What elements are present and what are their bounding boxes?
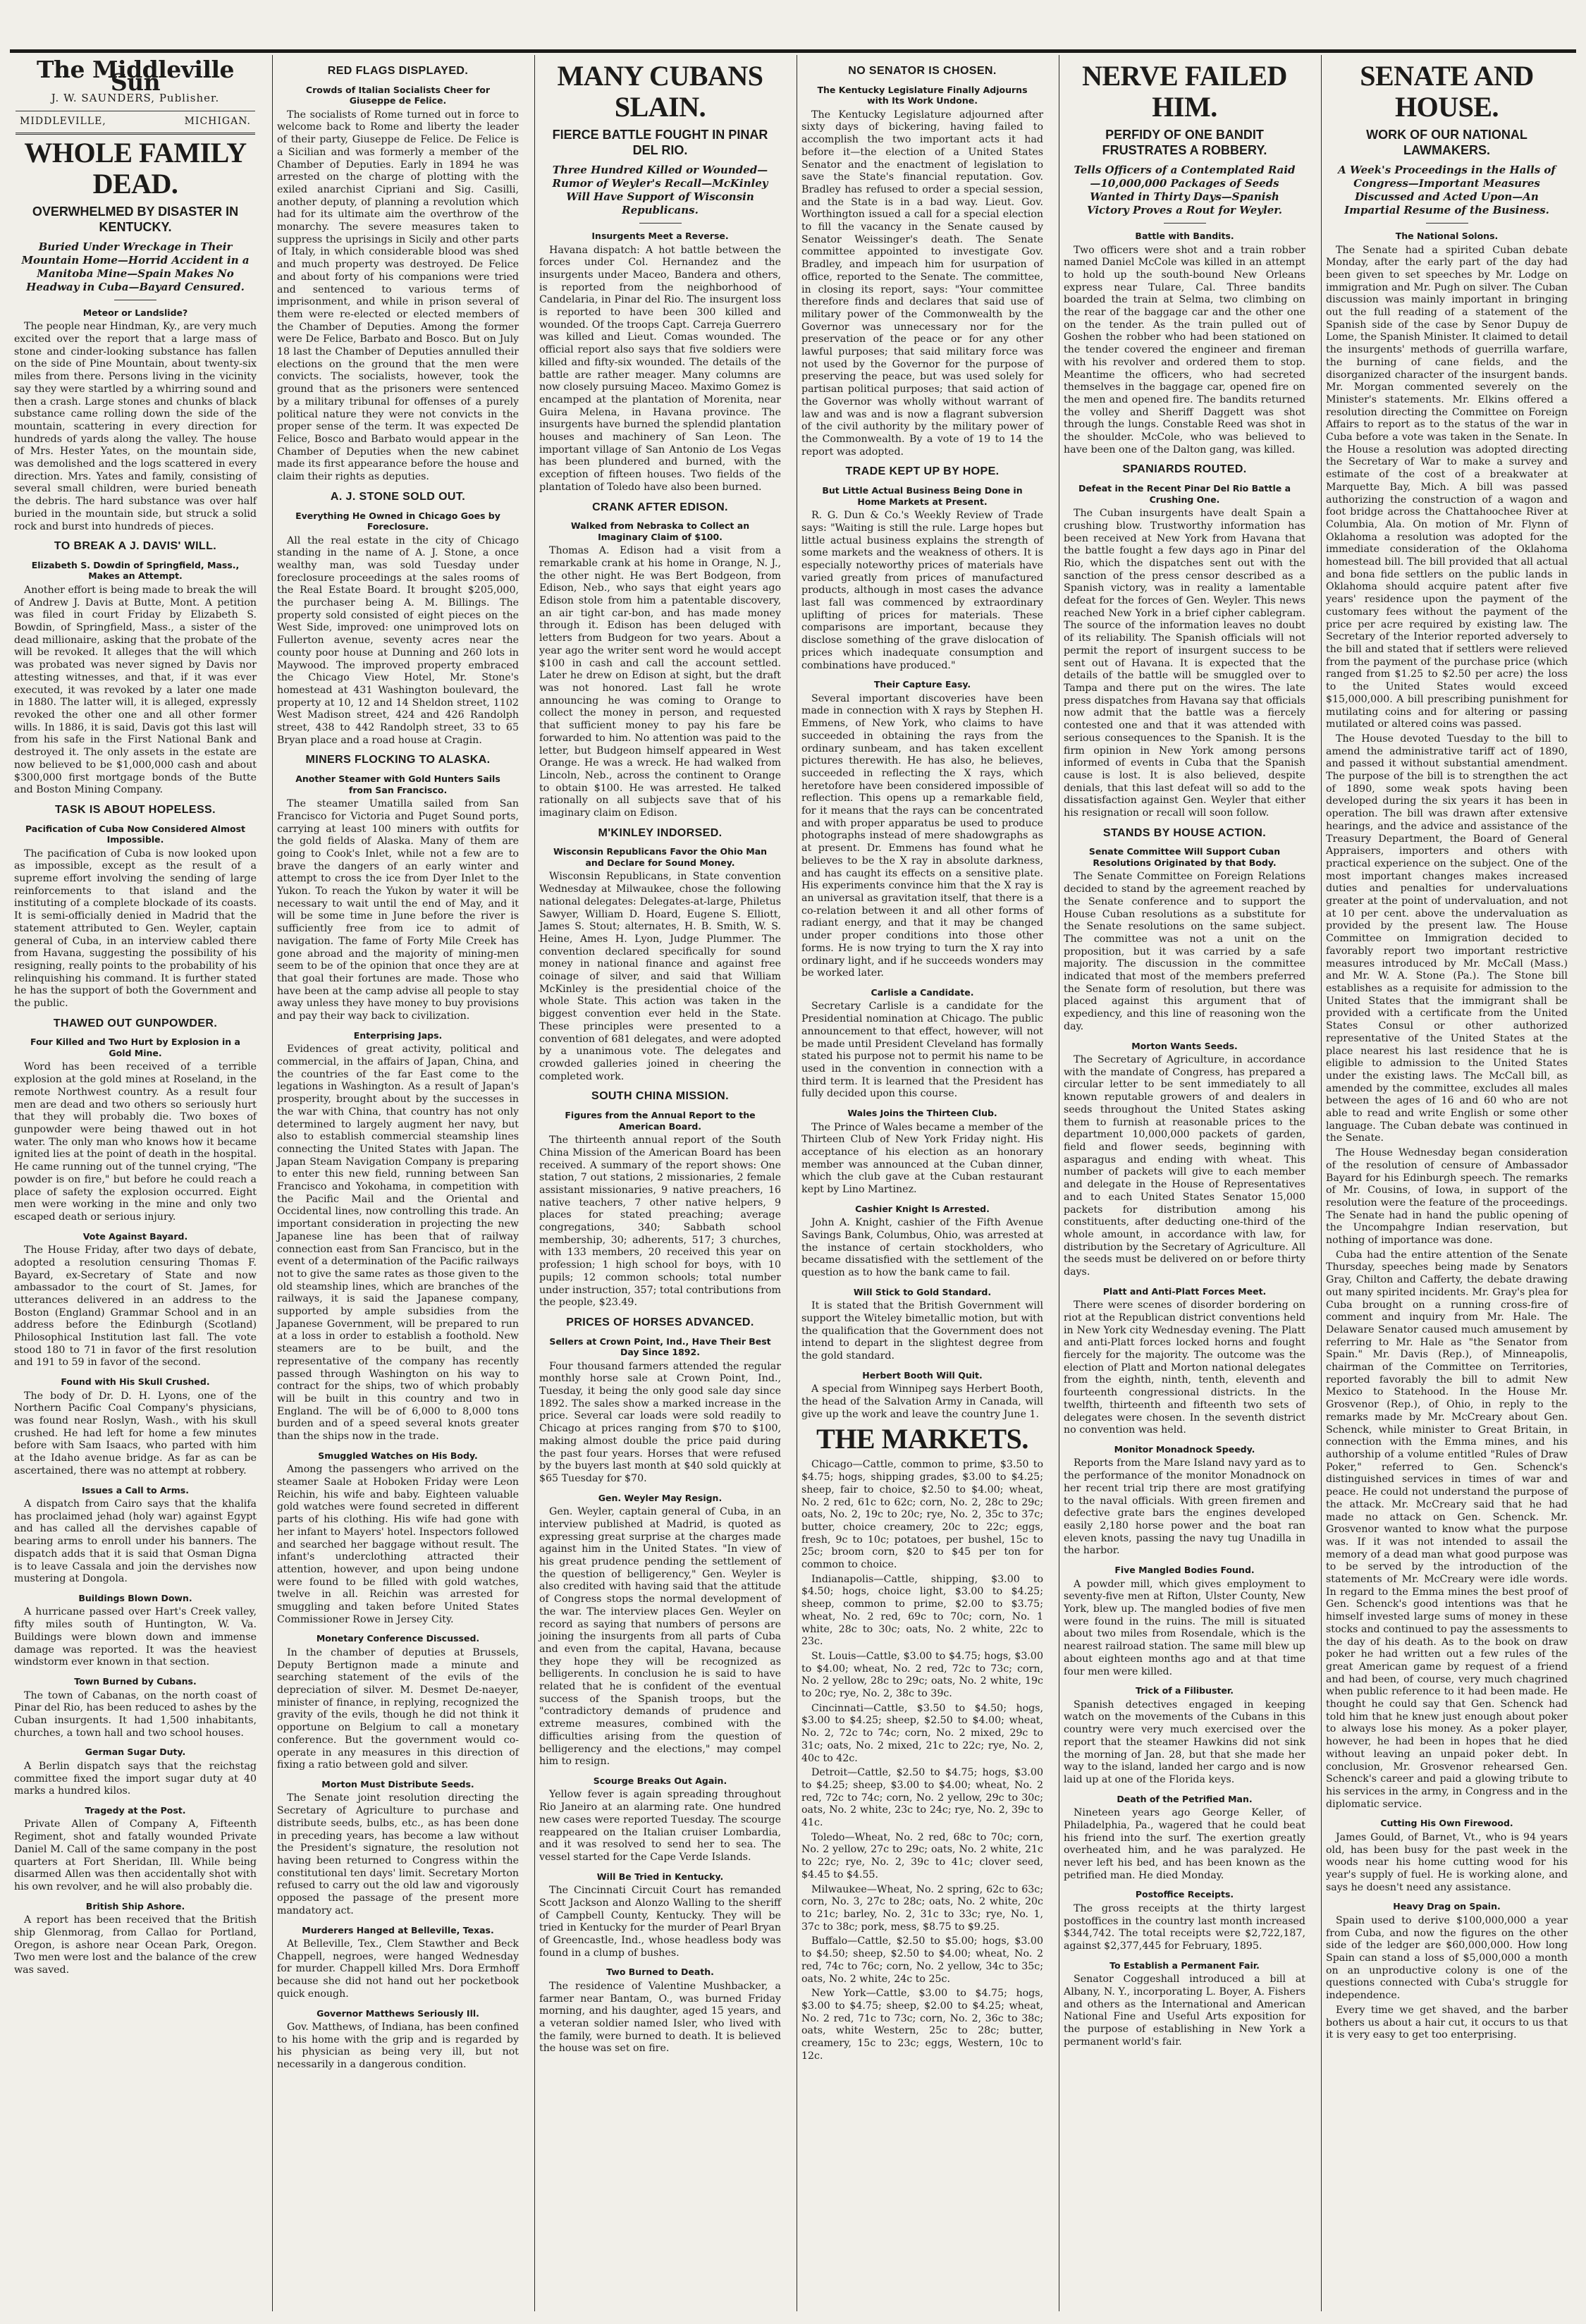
section-headline: NO SENATOR IS CHOSEN. bbox=[848, 65, 997, 77]
column-4 bbox=[797, 55, 1047, 2311]
article-paragraph: Private Allen of Company A, Fifteenth Regiment, shot and fatally wounded Private Daniel M. Call of the same company in the post quarters at Fort Sheridan, Ill. While being disarmed Allen was then accidentally shot with his own revolver, and he will also probably die. bbox=[14, 1818, 257, 1892]
subheadline: Elizabeth S. Dowdin of Springfield, Mass., Makes an Attempt. bbox=[31, 559, 240, 582]
article-paragraph: James Gould, of Barnet, Vt., who is 94 years old, has been busy for the past week in the woods near his home cutting wood for his year's supply of fuel. He is working alone, and says he doesn't need any assistance. bbox=[1326, 1831, 1568, 1893]
subheadline: Postoffice Receipts. bbox=[1135, 1889, 1234, 1900]
article-paragraph: Every time we get shaved, and the barber bothers us about a hair cut, it occurs to us that it is very easy to get too enterprising. bbox=[1326, 2004, 1568, 2041]
section-headline: CRANK AFTER EDISON. bbox=[592, 501, 728, 513]
article-paragraph: The Cuban insurgents have dealt Spain a crushing blow. Trustworthy information has been received at New York from Havana that the battle fought a few days ago in Pinar del Rio, which the dispatches sent out with the sanction of the press censor described as a Spanish victory, was in reality a lamentable defeat for the forces of Gen. Weyler. This news reached New York in a brief cipher cablegram. The source of the information leaves no doubt of its reliability. The Spanish officials will not permit the report of insurgent success to be sent out of Havana. It is expected that the details of the battle will be smuggled over to Tampa and there put on the wires. The late press dispatches from Havana say that officials now admit that the battle was a fiercely contested one and that it was attended with serious consequences to the Spanish. It is the firm opinion in New York among persons informed of events in Cuba that the Spanish cause is lost. It is also believed, despite denials, that this last defeat will so add to the dissatisfaction against Gen. Weyler that either his resignation or recall will soon follow. bbox=[1064, 508, 1305, 819]
article-paragraph: Cuba had the entire attention of the Senate Thursday, speeches being made by Senators Gray, Chilton and Cafferty, the debate drawing out many spirited incidents. Mr. Gray's plea for Cuba brought on a running cross-fire of comment and inquiry from Mr. Hale. The Delaware Senator caused much amusement by referring to Mr. Hale as "the Senator from Spain." Mr. Davis (Rep.), of Minneapolis, chairman of the Committee on Territories, reported favorably the bill to admit New Mexico to Statehood. In the House Mr. Grosvenor (Rep.), of Ohio, in reply to the remarks made by Mr. McCreary about Gen. Schenck, while minister to Great Britain, in connection with the Emma mines, and his authorship of a volume entitled "Rules of Draw Poker," referred to Gen. Schenck's distinguished services in times of war and peace. He could not understand the purpose of the attack. Mr. McCreary said that he had made no attack on Gen. Schenck. Mr. Grosvenor wanted to know what the purpose was. If it was not intended to assail the memory of a dead man what good purpose was to be served by the introduction of the statements of Mr. McCreary were idle words. In regard to the Emma mines the best proof of Gen. Schenck's good intentions was that he himself invested large sums of money in these stocks and continued to pay the assessments to the day of his death. As to the book on draw poker he had written out a few rules of the great American game by request of a friend and had been, of course, very much chagrined when public reference to it had been made. He thought he could say that Gen. Schenck had told him that he knew just enough about poker to always lose his money. As a poker player, however, he had been in hopes that he died without leaving an unpaid poker debt. In conclusion, Mr. Grosvenor rehearsed Gen. Schenck's career and paid a glowing tribute to his services in the army, in Congress and in the diplomatic service. bbox=[1326, 1249, 1568, 1810]
article-paragraph: A special from Winnipeg says Herbert Booth, the head of the Salvation Army in Canada, will give up the work and leave the country June 1. bbox=[801, 1383, 1043, 1420]
article-paragraph: Among the passengers who arrived on the steamer Saale at Hoboken Friday were Leon Reichin, his wife and baby. Eighteen valuable gold watches were found secreted in different parts of his clothing. His wife had gone with her infant to Mayers' hotel. Inspectors followed and searched her baggage without result. The infant's underclothing attracted their attention, however, and upon being undone were found to be filled with gold watches, twelve in all. Reichin was arrested for smuggling and taken before United States Commissioner Rowe in Jersey City. bbox=[277, 1464, 519, 1625]
article-paragraph: The body of Dr. D. H. Lyons, one of the Northern Pacific Coal Company's physicians, was found near Roslyn, Wash., with his skull crushed. He had left for home a few minutes before with Sam Isaacs, who parted with him at the Idaho avenue bridge. As far as can be ascertained, there was no attempt at robbery. bbox=[14, 1390, 257, 1476]
section-headline: SPANIARDS ROUTED. bbox=[1122, 463, 1247, 476]
subheadline: Monetary Conference Discussed. bbox=[316, 1633, 480, 1644]
subheadline: British Ship Ashore. bbox=[85, 1900, 185, 1912]
column-3-articles bbox=[539, 61, 781, 2055]
deck-summary: Three Hundred Killed or Wounded—Rumor of Weyler's Recall—McKinley Will Have Support of Wisconsin Republicans. bbox=[552, 164, 768, 216]
subheadline: Murderers Hanged at Belleville, Texas. bbox=[302, 1924, 494, 1935]
kicker-headline: OVERWHELMED BY DISASTER IN KENTUCKY. bbox=[32, 204, 239, 234]
article-paragraph: Cincinnati—Cattle, $3.50 to $4.50; hogs, $3.00 to $4.25; sheep, $2.50 to $4.00; wheat, No. 2, 72c to 74c; corn, No. 2 mixed, 29c to 31c; oats, No. 2 mixed, 21c to 22c; rye, No. 2, 40c to 42c. bbox=[801, 1702, 1043, 1764]
masthead-dateline bbox=[16, 111, 255, 135]
subheadline: Senate Committee Will Support Cuban Resolutions Originated by that Body. bbox=[1088, 846, 1281, 868]
headline: MANY CUBANS SLAIN. bbox=[557, 60, 763, 123]
article-paragraph: The Senate joint resolution directing the Secretary of Agriculture to purchase and distribute seeds, bulbs, etc., as has been done in preceding years, has become a law without the President's signature, the resolution not having been returned to Congress within the constitutional ten days' limit. Secretary Morton refused to carry out the old law and vigorously opposed the passage of the present more mandatory act. bbox=[277, 1792, 519, 1916]
article-paragraph: John A. Knight, cashier of the Fifth Avenue Savings Bank, Columbus, Ohio, was arrested at the instance of certain stockholders, who became dissatisfied with the settlement of the question as to how the bank came to fail. bbox=[801, 1217, 1043, 1279]
article-paragraph: The House Friday, after two days of debate, adopted a resolution censuring Thomas F. Bayard, ex-Secretary of State and now ambassador to the court of St. James, for utterances delivered in an address to the Boston (England) Grammar School and in an address before the Edinburgh (Scotland) Philosophical Institution last fall. The vote stood 180 to 71 in favor of the first resolution and 191 to 59 in favor of the second. bbox=[14, 1244, 257, 1369]
article-paragraph: The residence of Valentine Mushbacker, a farmer near Bantam, O., was burned Friday morning, and his daughter, aged 15 years, and a veteran soldier named Isler, who lived with the family, were burned to death. It is believed the house was set on fire. bbox=[539, 1980, 781, 2055]
headline: SENATE AND HOUSE. bbox=[1360, 60, 1534, 123]
subheadline: Cashier Knight Is Arrested. bbox=[855, 1203, 990, 1214]
subheadline: Defeat in the Recent Pinar Del Rio Battle a Crushing One. bbox=[1078, 483, 1291, 505]
article-paragraph: New York—Cattle, $3.00 to $4.75; hogs, $3.00 to $4.75; sheep, $2.00 to $4.25; wheat, No. 2 red, 71c to 73c; corn, No. 2, 36c to 38c; oats, white Western, 25c to 28c; butter, creamery, 15c to 23c; eggs, Western, 10c to 12c. bbox=[801, 1988, 1043, 2062]
column-1-articles bbox=[14, 137, 257, 1977]
subheadline: The Kentucky Legislature Finally Adjourns with Its Work Undone. bbox=[817, 84, 1028, 106]
article-paragraph: Wisconsin Republicans, in State convention Wednesday at Milwaukee, chose the following national delegates: Delegates-at-large, Philetus Sawyer, William D. Hoard, Eugene S. Elliott, James S. Stout; alternates, H. B. Smith, W. S. Heine, Ames H. Lyon, Judge Plummer. The convention declared specifically for sound money in national finance and against free coinage of silver, and said that William McKinley is the presidential choice of the whole State. This action was taken in the biggest convention ever held in the State. These principles were presented to a convention of 681 delegates, and were adopted by a unanimous vote. The delegates and crowded galleries joined in cheering the completed work. bbox=[539, 871, 781, 1082]
section-headline: TASK IS ABOUT HOPELESS. bbox=[55, 803, 216, 816]
article-paragraph: Indianapolis—Cattle, shipping, $3.00 to $4.50; hogs, choice light, $3.00 to $4.25; sheep, common to prime, $2.00 to $3.75; wheat, No. 2 red, 69c to 70c; corn, No. 1 white, 28c to 30c; oats, No. 2 white, 22c to 23c. bbox=[801, 1573, 1043, 1648]
masthead-publisher: J. W. SAUNDERS, Publisher. bbox=[51, 92, 220, 105]
subheadline: Vote Against Bayard. bbox=[82, 1230, 188, 1242]
article-paragraph: In the chamber of deputies at Brussels, Deputy Bertignon made a minute and searching statement of the evils of the depreciation of silver. M. Desmet De-naeyer, minister of finance, in replying, recognized the gravity of the evils, though he did not think it opportune on Belgium to call a monetary conference. But the government would co-operate in any measures in this direction of fixing a ratio between gold and silver. bbox=[277, 1646, 519, 1771]
subheadline: Cutting His Own Firewood. bbox=[1380, 1818, 1513, 1829]
section-headline: MINERS FLOCKING TO ALASKA. bbox=[305, 754, 491, 766]
section-headline: PRICES OF HORSES ADVANCED. bbox=[566, 1316, 754, 1328]
article-paragraph: Another effort is being made to break the will of Andrew J. Davis at Butte, Mont. A petition was filed in court Friday by Elizabeth S. Bowdin, of Springfield, Mass., a sister of the dead millionaire, asking that the probate of the will be revoked. It alleges that the will which was probated was never signed by Davis nor attesting witnesses, and that, if it was ever executed, it was revoked by a later one made in 1880. The latter will, it is alleged, expressly revoked the other one and all other former wills. In 1886, it is said, Davis got this last will from his safe in the First National Bank and destroyed it. The only assets in the estate are now believed to be $1,000,000 cash and about $300,000 first mortgage bonds of the Butte and Boston Mining Company. bbox=[14, 584, 257, 796]
column-4-articles bbox=[801, 65, 1043, 2062]
article-paragraph: St. Louis—Cattle, $3.00 to $4.75; hogs, $3.00 to $4.00; wheat, No. 2 red, 72c to 73c; corn, No. 2 yellow, 28c to 29c; oats, No. 2 white, 19c to 20c; rye, No. 2, 38c to 39c. bbox=[801, 1650, 1043, 1700]
subheadline: Morton Wants Seeds. bbox=[1131, 1040, 1238, 1051]
article-paragraph: Chicago—Cattle, common to prime, $3.50 to $4.75; hogs, shipping grades, $3.00 to $4.25; sheep, fair to choice, $2.50 to $4.00; wheat, No. 2 red, 61c to 62c; corn, No. 2, 28c to 29c; oats, No. 2, 19c to 20c; rye, No. 2, 35c to 37c; butter, choice creamery, 20c to 22c; eggs, fresh, 9c to 10c; potatoes, per bushel, 15c to 25c; broom corn, $20 to $45 per ton for common to choice. bbox=[801, 1459, 1043, 1571]
article-paragraph: The thirteenth annual report of the South China Mission of the American Board has been received. A summary of the report shows: One station, 7 out stations, 2 missionaries, 2 female assistant missionaries, 9 native preachers, 16 native teachers, 7 other native helpers, 9 places for stated preaching; average congregations, 340; Sabbath school membership, 30; adherents, 517; 3 churches, with 133 members, 20 received this year on profession; 1 high school for boys, with 10 pupils; 12 common schools; total number under instruction, 357; total contributions from the people, $23.49. bbox=[539, 1135, 781, 1309]
article-paragraph: Two officers were shot and a train robber named Daniel McCole was killed in an attempt to hold up the south-bound New Orleans express near Tulare, Cal. Three bandits boarded the train at Selma, two climbing on the rear of the baggage car and the other one on the tender. As the train pulled out of Goshen the robber who had been stationed on the tender covered the engineer and fireman with his revolver and ordered them to stop. Meantime the officers, who had secreted themselves in the baggage car, opened fire on the men and opened fire. The bandits returned the volley and Sheriff Daggett was shot through the lungs. Constable Reed was shot in the shoulder. McCole, who was believed to have been one of the Dalton gang, was killed. bbox=[1064, 244, 1305, 455]
article-paragraph: Detroit—Cattle, $2.50 to $4.75; hogs, $3.00 to $4.25; sheep, $3.00 to $4.00; wheat, No. 2 red, 72c to 74c; corn, No. 2 yellow, 29c to 30c; oats, No. 2 white, 23c to 24c; rye, No. 2, 39c to 41c. bbox=[801, 1767, 1043, 1829]
newspaper-page bbox=[10, 6, 1576, 2311]
subheadline: Herbert Booth Will Quit. bbox=[862, 1369, 983, 1381]
section-headline: A. J. STONE SOLD OUT. bbox=[330, 490, 466, 503]
article-paragraph: The gross receipts at the thirty largest postoffices in the country last month increased $344,742. The total receipts were $2,722,187, against $2,377,445 for February, 1895. bbox=[1064, 1902, 1305, 1952]
article-paragraph: The town of Cabanas, on the north coast of Pinar del Rio, has been reduced to ashes by the Cuban insurgents. It had 1,500 inhabitants, churches, a town hall and two school houses. bbox=[14, 1689, 257, 1739]
column-2 bbox=[272, 55, 523, 2311]
column-1 bbox=[10, 55, 261, 2311]
section-headline: RED FLAGS DISPLAYED. bbox=[327, 65, 469, 77]
section-headline: STANDS BY HOUSE ACTION. bbox=[1102, 826, 1267, 839]
headline: NERVE FAILED HIM. bbox=[1082, 60, 1287, 123]
subheadline: German Sugar Duty. bbox=[85, 1747, 186, 1758]
article-paragraph: The Senate Committee on Foreign Relations decided to stand by the agreement reached by the Senate conference and to support the House Cuban resolutions as a substitute for the Senate resolutions on the same subject. The committee was not a unit on the proposition, but it was carried by a safe majority. The discussion in the committee indicated that most of the members preferred the Senate form of resolution, but there was placed against this argument that of expediency, and this line of reasoning won the day. bbox=[1064, 871, 1305, 1032]
section-headline: SOUTH CHINA MISSION. bbox=[591, 1090, 729, 1103]
subheadline: Heavy Drag on Spain. bbox=[1393, 1901, 1501, 1912]
subheadline: Buildings Blown Down. bbox=[78, 1592, 192, 1603]
subheadline: Their Capture Easy. bbox=[873, 679, 971, 690]
article-paragraph: Buffalo—Cattle, $2.50 to $5.00; hogs, $3.00 to $4.50; sheep, $2.50 to $4.00; wheat, No. 2 red, 74c to 76c; corn, No. 2 yellow, 34c to 35c; oats, No. 2 white, 24c to 25c. bbox=[801, 1935, 1043, 1985]
article-paragraph: Havana dispatch: A hot battle between the forces under Col. Hernandez and the insurgents under Maceo, Bandera and others, is reported from the neighborhood of Candelaria, in Pinar del Rio. The insurgent loss is reported to have been 300 killed and wounded. Of the troops Capt. Carreja Guerrero was killed and Lieut. Comas wounded. The official report also says that five soldiers were killed and fifty-six wounded. The details of the battle are rather meager. Many columns are now closely pursuing Maceo. Maximo Gomez is encamped at the plantation of Morenita, near Guira Melena, in Havana province. The insurgents have burned the splendid plantation houses and machinery of San Leon. The important village of San Antonio de Los Vegas has been plundered and burned, with the exception of fifteen houses. Two fields of the plantation of Toledo have also been burned. bbox=[539, 244, 781, 493]
masthead-title: The Middleville Sun bbox=[36, 56, 235, 96]
section-headline: TRADE KEPT UP BY HOPE. bbox=[845, 465, 1000, 478]
subheadline: Town Burned by Cubans. bbox=[74, 1676, 197, 1687]
subheadline: But Little Actual Business Being Done in Home Markets at Present. bbox=[822, 485, 1023, 507]
article-paragraph: A hurricane passed over Hart's Creek valley, fifty miles south of Huntington, W. Va. Buildings were blown down and immense damage was reported. It was the heaviest windstorm ever known in that section. bbox=[14, 1606, 257, 1668]
divider bbox=[1426, 223, 1468, 224]
article-paragraph: Spain used to derive $100,000,000 a year from Cuba, and now the figures on the other side of the ledger are $60,000,000. How long Spain can stand a loss of $5,000,000 a month on an unproductive colony is one of the questions connected with Cuba's struggle for independence. bbox=[1326, 1914, 1568, 2002]
subheadline: Figures from the Annual Report to the American Board. bbox=[565, 1110, 756, 1132]
article-paragraph: Thomas A. Edison had a visit from a remarkable crank at his home in Orange, N. J., the other night. He was Bert Bodgeon, from Edison, Neb., who says that eight years ago Edison stole from him a patentable discovery, an air tight car-bon, and has made money through it. Edison has been deluged with letters from Budgeon for two years. About a year ago the writer sent word he would accept $100 in cash and call the account settled. Later he drew on Edison at sight, but the draft was not honored. Last fall he wrote announcing he was coming to Orange to collect the money in person, and requested that sufficient money to pay his fare be forwarded to him. No attention was paid to the letter, but Budgeon himself appeared in West Orange. He was a wreck. He had walked from Lincoln, Neb., across the continent to Orange to obtain $100. He was arrested. He talked rationally on all subjects save that of his imaginary claim on Edison. bbox=[539, 545, 781, 819]
subheadline: Wisconsin Republicans Favor the Ohio Man and Declare for Sound Money. bbox=[553, 846, 768, 868]
article-paragraph: The pacification of Cuba is now looked upon as impossible, except as the result of a supreme effort involving the sending of large reinforcements to that island and the instituting of a complete blockade of its coasts. It is semi-officially denied in Madrid that the statement attributed to Gen. Weyler, captain general of Cuba, in an interview cabled there from Havana, suggesting the possibility of his resigning, really points to the probability of his relinquishing his command. It is further stated he has the support of both the Government and the public. bbox=[14, 848, 257, 1010]
article-paragraph: The Cincinnati Circuit Court has remanded Scott Jackson and Alonzo Walling to the sheriff of Campbell County, Kentucky. They will be tried in Kentucky for the murder of Pearl Bryan of Greencastle, Ind., whose headless body was found in a clump of bushes. bbox=[539, 1885, 781, 1959]
article-paragraph: R. G. Dun & Co.'s Weekly Review of Trade says: "Waiting is still the rule. Large hopes but little actual business explains the strength of some markets and the weakness of others. It is especially noteworthy prices of materials have varied greatly from prices of manufactured products, although in most cases the advance last fall was commenced by extraordinary uplifting of prices for materials. These comparisons are important, because they disclose something of the grave dislocation of prices which inadequate consumption and combinations have produced." bbox=[801, 510, 1043, 671]
subheadline: Four Killed and Two Hurt by Explosion in a Gold Mine. bbox=[30, 1036, 240, 1058]
article-paragraph: Nineteen years ago George Keller, of Philadelphia, Pa., wagered that he could beat his friend into the surf. The exertion greatly overheated him, and he was paralyzed. He never left his bed, and has been known as the petrified man. He died Monday. bbox=[1064, 1807, 1305, 1881]
subheadline: Tragedy at the Post. bbox=[85, 1804, 186, 1816]
column-5 bbox=[1059, 55, 1310, 2311]
divider bbox=[639, 223, 682, 224]
subheadline: Death of the Petrified Man. bbox=[1117, 1793, 1253, 1804]
kicker-headline: WORK OF OUR NATIONAL LAWMAKERS. bbox=[1366, 128, 1527, 157]
column-2-articles bbox=[277, 65, 519, 2072]
section-headline: TO BREAK A J. DAVIS' WILL. bbox=[54, 540, 217, 553]
subheadline: Everything He Owned in Chicago Goes by Foreclosure. bbox=[295, 510, 500, 532]
article-paragraph: The Secretary of Agriculture, in accordance with the mandate of Congress, has prepared a circular letter to be sent immediately to all known reputable growers of and dealers in seeds throughout the United States asking them to furnish at reasonable prices to the department 10,000,000 packets of garden, field and flower seeds, beginning with asparagus and ending with wheat. This number of packets will give to each member and delegate in the House of Representatives and to each United States Senator 15,000 packets for distribution among his constituents, after deducting one-third of the whole amount, in accordance with law, for distribution by the Secretary of Agriculture. All the seeds must be delivered on or before thirty days. bbox=[1064, 1054, 1305, 1278]
subheadline: Platt and Anti-Platt Forces Meet. bbox=[1102, 1285, 1267, 1297]
column-3 bbox=[534, 55, 785, 2311]
subheadline: Enterprising Japs. bbox=[353, 1029, 443, 1041]
article-paragraph: Gen. Weyler, captain general of Cuba, in an interview published at Madrid, is quoted as expressing great surprise at the charges made against him in the United States. "In view of his great prudence pending the settlement of the question of belligerency," Gen. Weyler is also credited with having said that the attitude of Congress stops the normal development of the war. The interview places Gen. Weyler on record as saying that numbers of persons are joining the insurgents from all parts of Cuba and even from the capital, Havana, because they hope they will be recognized as belligerents. In conclusion he is said to have related that he is confident of the eventual success of the Spanish troops, but the "contradictory demands of prudence and extreme measures, combined with the difficulties arising from the question of belligerency and the elections," may compel him to resign. bbox=[539, 1506, 781, 1768]
subheadline: Smuggled Watches on His Body. bbox=[318, 1450, 478, 1461]
subheadline: Pacification of Cuba Now Considered Almost Impossible. bbox=[25, 823, 246, 845]
subheadline: Two Burned to Death. bbox=[606, 1967, 714, 1978]
article-paragraph: A dispatch from Cairo says that the khalifa has proclaimed jehad (holy war) against Egypt and has called all the dervishes capable of bearing arms to enroll under his banners. The dispatch adds that it is said that Osman Digna is to leave Cassala and join the dervishes now mustering at Dongola. bbox=[14, 1498, 257, 1585]
subheadline: Walked from Nebraska to Collect an Imaginary Claim of $100. bbox=[570, 520, 750, 542]
subheadline: Meteor or Landslide? bbox=[82, 307, 188, 318]
column-6-articles bbox=[1326, 61, 1568, 2042]
article-paragraph: The people near Hindman, Ky., are very much excited over the report that a large mass of stone and cinder-looking substance has fallen on the side of Pine Mountain, about twenty-six miles from there. Persons living in the vicinity say they were startled by a whirring sound and then a crash. Large stones and chunks of black substance came rolling down the side of the mountain, scattering in every direction for hundreds of yards along the valley. The house of Mrs. Hester Yates, on the mountain side, was demolished and the logs scattered in every direction. Mrs. Yates and family, consisting of several small children, were buried beneath the debris. The hard substance was over half buried in the mountain side, but struck a solid rock and burst into hundreds of pieces. bbox=[14, 321, 257, 532]
article-paragraph: A powder mill, which gives employment to seventy-five men at Rifton, Ulster County, New York, blew up. The mangled bodies of five men were found in the ruins. The mill is situated about two miles from Rosendale, which is the nearest railroad station. The same mill blew up about eighteen months ago and at that time four men were killed. bbox=[1064, 1578, 1305, 1677]
article-paragraph: Evidences of great activity, political and commercial, in the affairs of Japan, China, and the countries of the far East come to the legations in Washington. As a result of Japan's prosperity, brought about by the successes in the war with China, that country has not only determined to largely augment her navy, but also to establish commercial steamship lines connecting the United States with Japan. The Japan Steam Navigation Company is preparing to enter this new field, running between San Francisco and Yokohama, in competition with the Pacific Mail and the Oriental and Occidental lines, now controlling this trade. An important consideration in projecting the new Japanese line has been that of railway connection east from San Francisco, but in the event of a determination of the Pacific railways not to give the same rates as those given to the old steamship lines, which are branches of the railways, it is said the Japanese company, supported by ample subsidies from the Japanese Government, will be prepared to run at a loss in order to establish a foothold. New steamers are to be built, and the representative of the company has recently passed through Washington on his way to contract for the ships, two of which probably will be built in this country and two in England. The will be of 6,000 to 8,000 tons burden and of a speed several knots greater than the ships now in the trade. bbox=[277, 1044, 519, 1443]
article-paragraph: The Senate had a spirited Cuban debate Monday, after the early part of the day had been given to set speeches by Mr. Lodge on immigration and Mr. Pugh on silver. The Cuban discussion was mainly important in bringing out the full reading of a statement of the Spanish side of the case by Senor Dupuy de Lome, the Spanish Minister. It claimed to detail the insurgents' methods of guerrilla warfare, the burning of cane fields, and the disorganized character of the insurgent bands. Mr. Morgan commented severely on the Minister's statements. Mr. Elkins offered a resolution directing the Committee on Foreign Affairs to report as to the status of the war in Cuba before a vote was taken in the Senate. In the House a resolution was adopted directing the Secretary of War to make a survey and estimate of the cost of a breakwater at Marquette Bay, Mich. A bill was passed authorizing the construction of a wagon and foot bridge across the Chattahoochee River at Columbia, Ala. On motion of Mr. Flynn of Oklahoma a resolution was adopted for the immediate consideration of the Oklahoma homestead bill. The bill provided that all actual and bona fide settlers on the public lands in Oklahoma should acquire patent after five years' residence upon the payment of the customary fees without the payment of the price per acre required by existing law. The Secretary of the Interior reported adversely to the bill and stated that if settlers were relieved from the payment of the purchase price (which ranged from $1.25 to $2.50 per acre) the loss to the United States would exceed $15,000,000. A bill prescribing punishment for mutilating coins and for altering or passing mutilated or altered coins was passed. bbox=[1326, 244, 1568, 730]
section-headline: M'KINLEY INDORSED. bbox=[598, 826, 723, 839]
column-6 bbox=[1321, 55, 1572, 2311]
headline: WHOLE FAMILY DEAD. bbox=[24, 136, 247, 200]
subheadline: Crowds of Italian Socialists Cheer for Giuseppe de Felice. bbox=[305, 84, 491, 106]
kicker-headline: PERFIDY OF ONE BANDIT FRUSTRATES A ROBBERY. bbox=[1102, 128, 1267, 157]
subheadline: Found with His Skull Crushed. bbox=[61, 1376, 210, 1388]
subheadline: Wales Joins the Thirteen Club. bbox=[847, 1108, 997, 1119]
top-rule bbox=[10, 49, 1576, 53]
column-5-articles bbox=[1064, 61, 1305, 2048]
subheadline: Issues a Call to Arms. bbox=[82, 1484, 189, 1496]
article-paragraph: At Belleville, Tex., Clem Stawther and Beck Chappell, negroes, were hanged Wednesday for murder. Chappell killed Mrs. Dora Ermhoff because she did not hand out her pocketbook quick enough. bbox=[277, 1938, 519, 2000]
headline: THE MARKETS. bbox=[816, 1423, 1028, 1455]
article-paragraph: The House Wednesday began consideration of the resolution of censure of Ambassador Bayard for his Edinburgh speech. The remarks of Mr. Cousins, of Iowa, in support of the resolution were the feature of the proceedings. The Senate had in hand the public opening of the Uncompahgre Indian reservation, but nothing of importance was done. bbox=[1326, 1147, 1568, 1247]
article-paragraph: Senator Coggeshall introduced a bill at Albany, N. Y., incorporating L. Boyer, A. Fishers and others as the International and American National Fine and Useful Arts exposition for the purpose of establishing in New York a permanent world's fair. bbox=[1064, 1974, 1305, 2048]
subheadline: Governor Matthews Seriously Ill. bbox=[316, 2007, 479, 2019]
article-paragraph: Several important discoveries have been made in connection with X rays by Stephen H. Emmens, of New York, who claims to have succeeded in obtaining the rays from the ordinary sunbeam, and has taken excellent pictures therewith. He has also, he believes, succeeded in reflecting the X rays, which heretofore have been considered impossible of reflection. This opens up a remarkable field, for it means that the rays can be concentrated and with proper apparatus be used to produce photographs instead of mere shadowgraphs as at present. Dr. Emmens has found what he believes to be the X ray in absolute darkness, and has caught its effects on a sensitive plate. His experiments convince him that the X ray is an universal as gravitation itself, that there is a co-relation between it and all other forms of radiant energy, and that it may be changed under proper conditions into those other forms. He is now trying to turn the X ray into ordinary light, and if he succeeds wonders may be worked later. bbox=[801, 692, 1043, 979]
article-paragraph: Four thousand farmers attended the regular monthly horse sale at Crown Point, Ind., Tuesday, it being the only good sale day since 1892. The sales show a marked increase in the price. Several car loads were sold readily to Chicago at prices ranging from $70 to $100, making almost double the price paid during the past four years. Horses that were refused by the buyers last month at $40 sold quickly at $65 Tuesday for $70. bbox=[539, 1360, 781, 1484]
article-paragraph: Milwaukee—Wheat, No. 2 spring, 62c to 63c; corn, No. 3, 27c to 28c; oats, No. 2 white, 20c to 21c; barley, No. 2, 31c to 33c; rye, No. 1, 37c to 38c; pork, mess, $8.75 to $9.25. bbox=[801, 1883, 1043, 1933]
article-paragraph: Word has been received of a terrible explosion at the gold mines at Roseland, in the remote Northwest country. As a result four men are dead and two others so seriously hurt that they will probably die. Two boxes of gunpowder were being thawed out in hot water. The only man who knows how it became ignited lies at the point of death in the hospital. He came running out of the tunnel crying, "The powder is on fire," but before he could reach a place of safety the explosion occurred. Eight men were working in the mine and only two escaped death or serious injury. bbox=[14, 1061, 257, 1223]
subheadline: Monitor Monadnock Speedy. bbox=[1114, 1443, 1255, 1455]
masthead-state: MICHIGAN. bbox=[184, 116, 251, 128]
subheadline: Gen. Weyler May Resign. bbox=[598, 1492, 723, 1503]
article-paragraph: The House devoted Tuesday to the bill to amend the administrative tariff act of 1890, and passed it without substantial amendment. The purpose of the bill is to strengthen the act of 1890, some weak spots having been developed during the six years it has been in operation. The bill was drawn after extensive hearings, and the advice and assistance of the Treasury Department, the Board of General Appraisers, importers and others with practical experience on the subject. One of the most important changes makes increased duties and penalties for undervaluations greater at the point of undervaluation, and not at 10 per cent. above the undervaluation as provided by the present law. The House Committee on Immigration decided to favorably report two important restrictive measures introduced by Mr. McCall (Mass.) and Mr. W. A. Stone (Pa.). The Stone bill establishes as a requisite for admission to the United States that the immigrant shall be provided with a certificate from the United States Consul or other authorized representative of the United States at the place nearest his last residence that he is eligible to admission to the United States under the existing laws. The McCall bill, as amended by the committee, excludes all males between the ages of 16 and 60 who are not able to read and write English or some other language. The Cuban debate was continued in the Senate. bbox=[1326, 733, 1568, 1144]
article-paragraph: The Kentucky Legislature adjourned after sixty days of bickering, having failed to accomplish the two important acts it had before it—the election of a United States Senator and the enactment of legislation to save the State's financial reputation. Gov. Bradley has refused to order a special session, and the State is in a bad way. Lieut. Gov. Worthington issued a call for a special election to fill the vacancy in the Senate caused by Senator Weissinger's death. The Senate committee appointed to investigate Gov. Bradley, and impeach him for usurpation of office, reported to the Senate. The committee, in closing its report, says: "Your committee therefore finds and declares that said use of military power of the Commonwealth by the Governor was unnecessary nor for the preservation of the peace or for any other lawful purposes; that said military force was not used by the Governor for the purpose of preserving the peace, but was used solely for partisan political purposes; that said action of the Governor was wholly without warrant of law and was and is now a flagrant subversion of the civil authority by the military power of the Commonwealth. By a vote of 19 to 14 the report was adopted. bbox=[801, 109, 1043, 458]
article-paragraph: Secretary Carlisle is a candidate for the Presidential nomination at Chicago. The public announcement to that effect, however, will not be made until President Cleveland has formally stated his purpose not to permit his name to be used in the convention in connection with a third term. It is learned that the President has fully decided upon this course. bbox=[801, 1001, 1043, 1100]
subheadline: Will Be Tried in Kentucky. bbox=[596, 1871, 724, 1882]
article-paragraph: The Prince of Wales became a member of the Thirteen Club of New York Friday night. His acceptance of his election as an honorary member was announced at the Cuban dinner, which the club gave at the Cuban restaurant kept by Lino Martinez. bbox=[801, 1121, 1043, 1196]
subheadline: The National Solons. bbox=[1395, 231, 1499, 241]
section-headline: THAWED OUT GUNPOWDER. bbox=[53, 1017, 218, 1029]
article-paragraph: A Berlin dispatch says that the reichstag committee fixed the import sugar duty at 40 marks a hundred kilos. bbox=[14, 1760, 257, 1797]
subheadline: Another Steamer with Gold Hunters Sails from San Francisco. bbox=[295, 773, 500, 795]
subheadline: Insurgents Meet a Reverse. bbox=[591, 231, 729, 241]
kicker-headline: FIERCE BATTLE FOUGHT IN PINAR DEL RIO. bbox=[552, 128, 768, 157]
deck-summary: Tells Officers of a Contemplated Raid —10,000,000 Packages of Seeds Wanted in Thirty Days—Spanish Victory Proves a Rout for Weyler. bbox=[1074, 164, 1296, 216]
article-paragraph: Reports from the Mare Island navy yard as to the performance of the monitor Monadnock on her recent trial trip there are most gratifying to the naval officials. With green firemen and defective grate bars the engines developed easily 2,180 horse power and the boat ran eleven knots, passing the navy tug Unadilla in the harbor. bbox=[1064, 1457, 1305, 1557]
subheadline: Scourge Breaks Out Again. bbox=[593, 1775, 727, 1786]
article-paragraph: It is stated that the British Government will support the Witeley bimetallic motion, but with the qualification that the Government does not intend to depart in the slightest degree from the gold standard. bbox=[801, 1300, 1043, 1362]
article-paragraph: The socialists of Rome turned out in force to welcome back to Rome and liberty the leader of their party, Giuseppe de Felice. De Felice is a Sicilian and was formerly a member of the Chamber of Deputies. Early in 1894 he was arrested on the charge of plotting with the exiled anarchist Cipriani and Sig. Casilli, another deputy, of planning a revolution which had for its ultimate aim the overthrow of the monarchy. The severe measures taken to suppress the uprisings in Sicily and other parts of Italy, in which considerable blood was shed and much property was destroyed. De Felice and about forty of his companions were tried and sentenced to various terms of imprisonment, and while in prison several of them were re-elected or elected members of the Chamber of Deputies. Among the former were De Felice, Barbato and Bosco. But on July 18 last the Chamber of Deputies annulled their elections on the ground that the men were convicts. The socialists, however, took the ground that as the prisoners were sentenced by a military tribunal for offenses of a purely political nature they were not convicts in the proper sense of the term. It was expected De Felice, Bosco and Barbato would appear in the Chamber of Deputies when the new cabinet made its first appearance before the house and claim their rights as deputies. bbox=[277, 109, 519, 483]
article-paragraph: A report has been received that the British ship Glenmorag, from Callao for Portland, Oregon, is ashore near Ocean Park, Oregon. Two men were lost and the balance of the crew was saved. bbox=[14, 1914, 257, 1976]
article-paragraph: There were scenes of disorder bordering on riot at the Republican district conventions held in New York city Wednesday evening. The Platt and anti-Platt forces locked horns and fought fiercely for the majority. The outcome was the election of Platt and Morton national delegates from the eighth, ninth, tenth, eleventh and fourteenth congressional districts. In the twelfth, thirteenth and fifteenth two sets of delegates were chosen. In the seventh district no convention was held. bbox=[1064, 1299, 1305, 1436]
deck-summary: A Week's Proceedings in the Halls of Congress—Important Measures Discussed and Acted Upon—An Impartial Resume of the Business. bbox=[1338, 164, 1556, 216]
article-paragraph: Spanish detectives engaged in keeping watch on the movements of the Cubans in this country were very much exercised over the report that the steamer Hawkins did not sink the morning of Jan. 28, but that she made her way to the island, landed her cargo and is now laid up at one of the Florida keys. bbox=[1064, 1699, 1305, 1785]
subheadline: Five Mangled Bodies Found. bbox=[1114, 1565, 1255, 1576]
article-paragraph: Toledo—Wheat, No. 2 red, 68c to 70c; corn, No. 2 yellow, 27c to 29c; oats, No. 2 white, 21c to 22c; rye, No. 2, 39c to 41c; clover seed, $4.45 to $4.55. bbox=[801, 1831, 1043, 1880]
subheadline: Will Stick to Gold Standard. bbox=[853, 1286, 992, 1297]
article-paragraph: Gov. Matthews, of Indiana, has been confined to his home with the grip and is regarded by his physician as being very ill, but not necessarily in a dangerous condition. bbox=[277, 2022, 519, 2071]
article-paragraph: The steamer Umatilla sailed from San Francisco for Victoria and Puget Sound ports, carrying at least 100 miners with outfits for the gold fields of Alaska. Many of them are going to Cook's Inlet, while not a few are to brave the dangers of an early winter and attempt to cross the ice from Dyer Inlet to the Yukon. To reach the Yukon by water it will be necessary to wait until the end of May, and it will be some time in June before the river is sufficiently free from ice to admit of navigation. The fame of Forty Mile Creek has gone abroad and the majority of mining-men seem to be of the opinion that once they are at that goal their fortunes are made. Those who have been at the camp advise all people to stay away unless they have money to buy provisions and pay their way back to civilization. bbox=[277, 798, 519, 1022]
subheadline: To Establish a Permanent Fair. bbox=[1109, 1959, 1260, 1971]
deck-summary: Buried Under Wreckage in Their Mountain Home—Horrid Accident in a Manitoba Mine—Spain Makes No Headway in Cuba—Bayard Censured. bbox=[21, 240, 250, 293]
subheadline: Morton Must Distribute Seeds. bbox=[321, 1778, 474, 1790]
masthead-town: MIDDLEVILLE, bbox=[20, 116, 106, 128]
article-paragraph: Yellow fever is again spreading throughout Rio Janeiro at an alarming rate. One hundred new cases were reported Tuesday. The scourge reappeared on the Italian cruiser Lombardia, and it was resolved to send her to sea. The vessel started for the Cape Verde Islands. bbox=[539, 1789, 781, 1863]
subheadline: Trick of a Filibuster. bbox=[1135, 1685, 1234, 1696]
subheadline: Battle with Bandits. bbox=[1135, 231, 1234, 241]
subheadline: Sellers at Crown Point, Ind., Have Their Best Day Since 1892. bbox=[549, 1335, 771, 1358]
article-paragraph: All the real estate in the city of Chicago standing in the name of A. J. Stone, a once wealthy man, was sold Tuesday under foreclosure proceedings at the sales rooms of the Real Estate Board. It brought $205,000, the purchaser being A. M. Billings. The property sold consisted of eight pieces on the West Side, improved: one unimproved lots on Fullerton avenue, seventy acres near the county poor house at Dunning and 260 lots in Maywood. The improved property embraced the Chicago View Hotel, Mr. Stone's homestead at 431 Washington boulevard, the property at 10, 12 and 14 Sheldon street, 1102 West Madison street, 424 and 426 Randolph street, 438 to 442 Randolph street, 33 to 65 Bryan place and a road house at Cragin. bbox=[277, 534, 519, 746]
divider bbox=[1164, 223, 1206, 224]
subheadline: Carlisle a Candidate. bbox=[871, 986, 974, 998]
